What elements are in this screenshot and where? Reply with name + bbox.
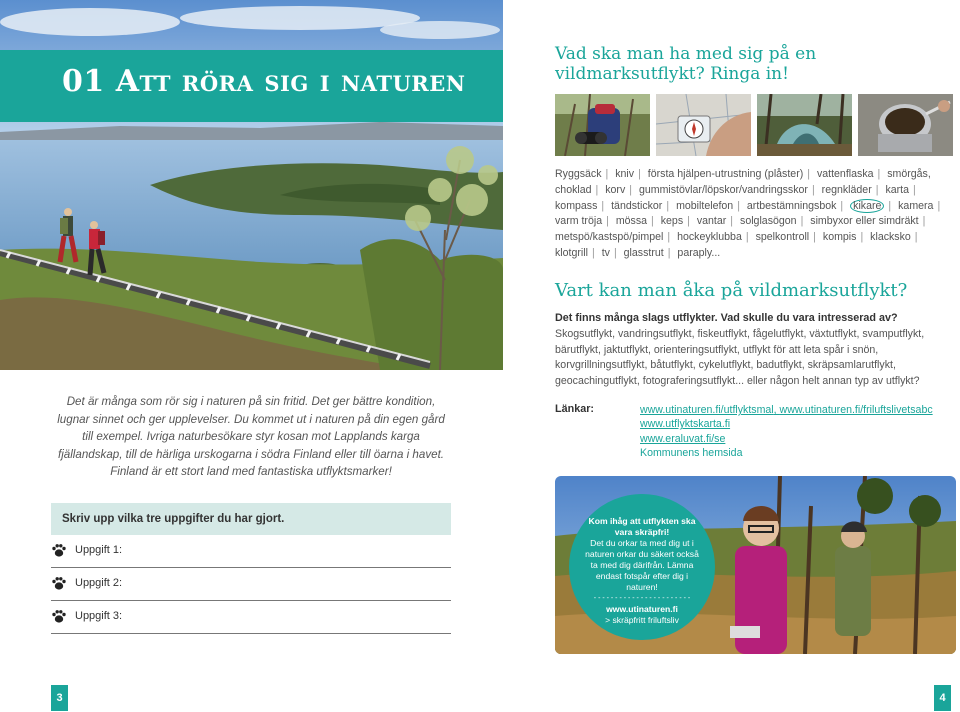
item-klotgrill[interactable]: klotgrill <box>555 246 588 259</box>
task-row-3[interactable] <box>51 601 451 634</box>
item-spelkontroll[interactable]: spelkontroll <box>755 231 810 244</box>
page-number-right: 4 <box>934 685 951 711</box>
links-label: Länkar: <box>555 403 595 415</box>
thumbnail-tent <box>757 94 852 156</box>
item-metspo[interactable]: metspö/kastspö/pimpel <box>555 231 664 244</box>
item-tandstickor[interactable]: tändstickor <box>611 199 663 212</box>
item-solglasogon[interactable]: solglasögon <box>740 215 797 228</box>
task-row-2[interactable] <box>51 568 451 601</box>
item-kompass[interactable]: kompass <box>555 199 598 212</box>
item-artbestamningsbok[interactable]: artbestämningsbok <box>746 199 837 212</box>
trip-type-list: Skogsutflykt, vandringsutflykt, fiskeutflykt, fågelutflykt, växtutflykt, svamputflykt, bärutflykt, jaktutflykt, orienteringsutflykt, utflykt för att leta spår i snön, korvgrillningsutflykt, båtutflykt, cykelutflykt, badutflykt, skräpsamlarutflykt, geocachingutflykt, fotograferingsutflykt... eller någon helt annan typ av utflykt? <box>555 328 925 387</box>
chapter-title: 01 Att röra sig i naturen <box>62 64 466 99</box>
item-kompis[interactable]: kompis <box>822 231 857 244</box>
bubble-divider: - - - - - - - - - - - - - - - - - - - - - - - <box>593 595 691 602</box>
item-klacksko[interactable]: klacksko <box>870 231 911 244</box>
paw-print-icon <box>51 575 67 591</box>
item-regnklader[interactable]: regnkläder <box>821 183 872 196</box>
item-forsta-hjalpen[interactable]: första hjälpen-utrustning (plåster) <box>647 168 804 180</box>
links-list <box>640 403 940 460</box>
item-mossa[interactable]: mössa <box>615 215 648 228</box>
link-utflyktsmal[interactable]: www.utinaturen.fi/utflyktsmal <box>640 404 774 416</box>
item-korv[interactable]: korv <box>605 183 626 196</box>
task-label-1: Uppgift 1: <box>75 544 123 556</box>
paw-print-icon <box>51 542 67 558</box>
item-simbyxor[interactable]: simbyxor eller simdräkt <box>810 215 919 228</box>
task-label-2: Uppgift 2: <box>75 577 123 589</box>
item-smorgas-choklad[interactable]: smörgås, choklad <box>555 168 931 196</box>
bubble-text: Det du orkar ta med dig ut i naturen orkar du säkert också ta med dig därifrån. Lämna endast fotspår efter dig i naturen! <box>585 538 699 592</box>
item-karta[interactable]: karta <box>885 183 910 196</box>
item-tv[interactable]: tv <box>601 246 610 259</box>
item-vantar[interactable]: vantar <box>696 215 727 228</box>
bubble-title: Kom ihåg att utflykten ska vara skräpfri! <box>588 516 696 537</box>
task-box <box>51 503 451 634</box>
link-separator: , <box>773 404 780 416</box>
item-skor[interactable]: gummistövlar/löpskor/vandringsskor <box>638 183 808 196</box>
page-number-left: 3 <box>51 685 68 711</box>
item-varm-troja[interactable]: varm tröja <box>555 215 603 228</box>
item-kamera[interactable]: kamera <box>898 199 934 212</box>
task-row-1[interactable] <box>51 535 451 568</box>
bubble-link[interactable]: www.utinaturen.fi <box>606 604 678 614</box>
paw-print-icon <box>51 608 67 624</box>
packing-question-heading: Vad ska man ha med sig på en vildmarksutflykt? Ringa in! <box>555 44 817 84</box>
link-eraluvat[interactable]: www.eraluvat.fi/se <box>640 432 726 445</box>
item-keps[interactable]: keps <box>660 215 684 228</box>
thumbnail-compass <box>656 94 751 156</box>
item-kniv[interactable]: kniv <box>615 168 635 180</box>
litter-free-reminder-bubble <box>569 494 715 640</box>
item-ryggsack[interactable]: Ryggsäck <box>555 168 602 180</box>
link-kommunens-hemsida[interactable]: Kommunens hemsida <box>640 446 743 459</box>
item-glasstrut[interactable]: glasstrut <box>623 246 664 259</box>
item-hockeyklubba[interactable]: hockeyklubba <box>677 231 742 244</box>
link-friluftslivetsabc[interactable]: www.utinaturen.fi/friluftslivetsabc <box>779 404 933 416</box>
bubble-tagline: > skräpfritt friluftsliv <box>605 615 679 625</box>
thumbnail-backpack <box>555 94 650 156</box>
task-box-heading: Skriv upp vilka tre uppgifter du har gjort. <box>51 503 451 535</box>
packing-item-list: Ryggsäck | kniv | första hjälpen-utrustning (plåster) | vattenflaska | smörgås, choklad | korv | gummistövlar/löpskor/vandringsskor | regnkläder | karta | kompass | tändstickor | mobiltelefon | artbestämningsbok | kikare | kamera | varm tröja | mössa | keps | vantar | solglasögon | simbyxor eller simdräkt | metspö/kastspö/pimpel | hockeyklubba | spelkontroll | kompis | klacksko | klotgrill | tv | glasstrut | paraply... <box>555 168 941 259</box>
item-mobiltelefon[interactable]: mobiltelefon <box>676 199 734 212</box>
item-kikare-circled[interactable]: kikare <box>850 199 884 213</box>
intro-text: Det är många som rör sig i naturen på sin fritid. Det ger bättre kondition, lugnar sinnet och ger upplevelser. Du kommet ut i naturen på din egen gård till exempel. Ivriga naturbesökare styr kosan mot Lapplands karga fjällandskap, till de härliga urskogarna i södra Finland eller till öarna i havet. Finland är ett stort land med fantastiska utflyktsmarker! <box>57 395 445 478</box>
thumbnail-cooking-pot <box>858 94 953 156</box>
link-utflyktskarta[interactable]: www.utflyktskarta.fi <box>640 418 731 431</box>
item-vattenflaska[interactable]: vattenflaska <box>816 168 874 180</box>
destination-question-heading: Vart kan man åka på vildmarksutflykt? <box>555 280 908 301</box>
trip-type-question: Det finns många slags utflykter. Vad skulle du vara intresserad av? <box>555 312 898 324</box>
task-label-3: Uppgift 3: <box>75 610 123 622</box>
item-paraply[interactable]: paraply... <box>677 246 721 259</box>
